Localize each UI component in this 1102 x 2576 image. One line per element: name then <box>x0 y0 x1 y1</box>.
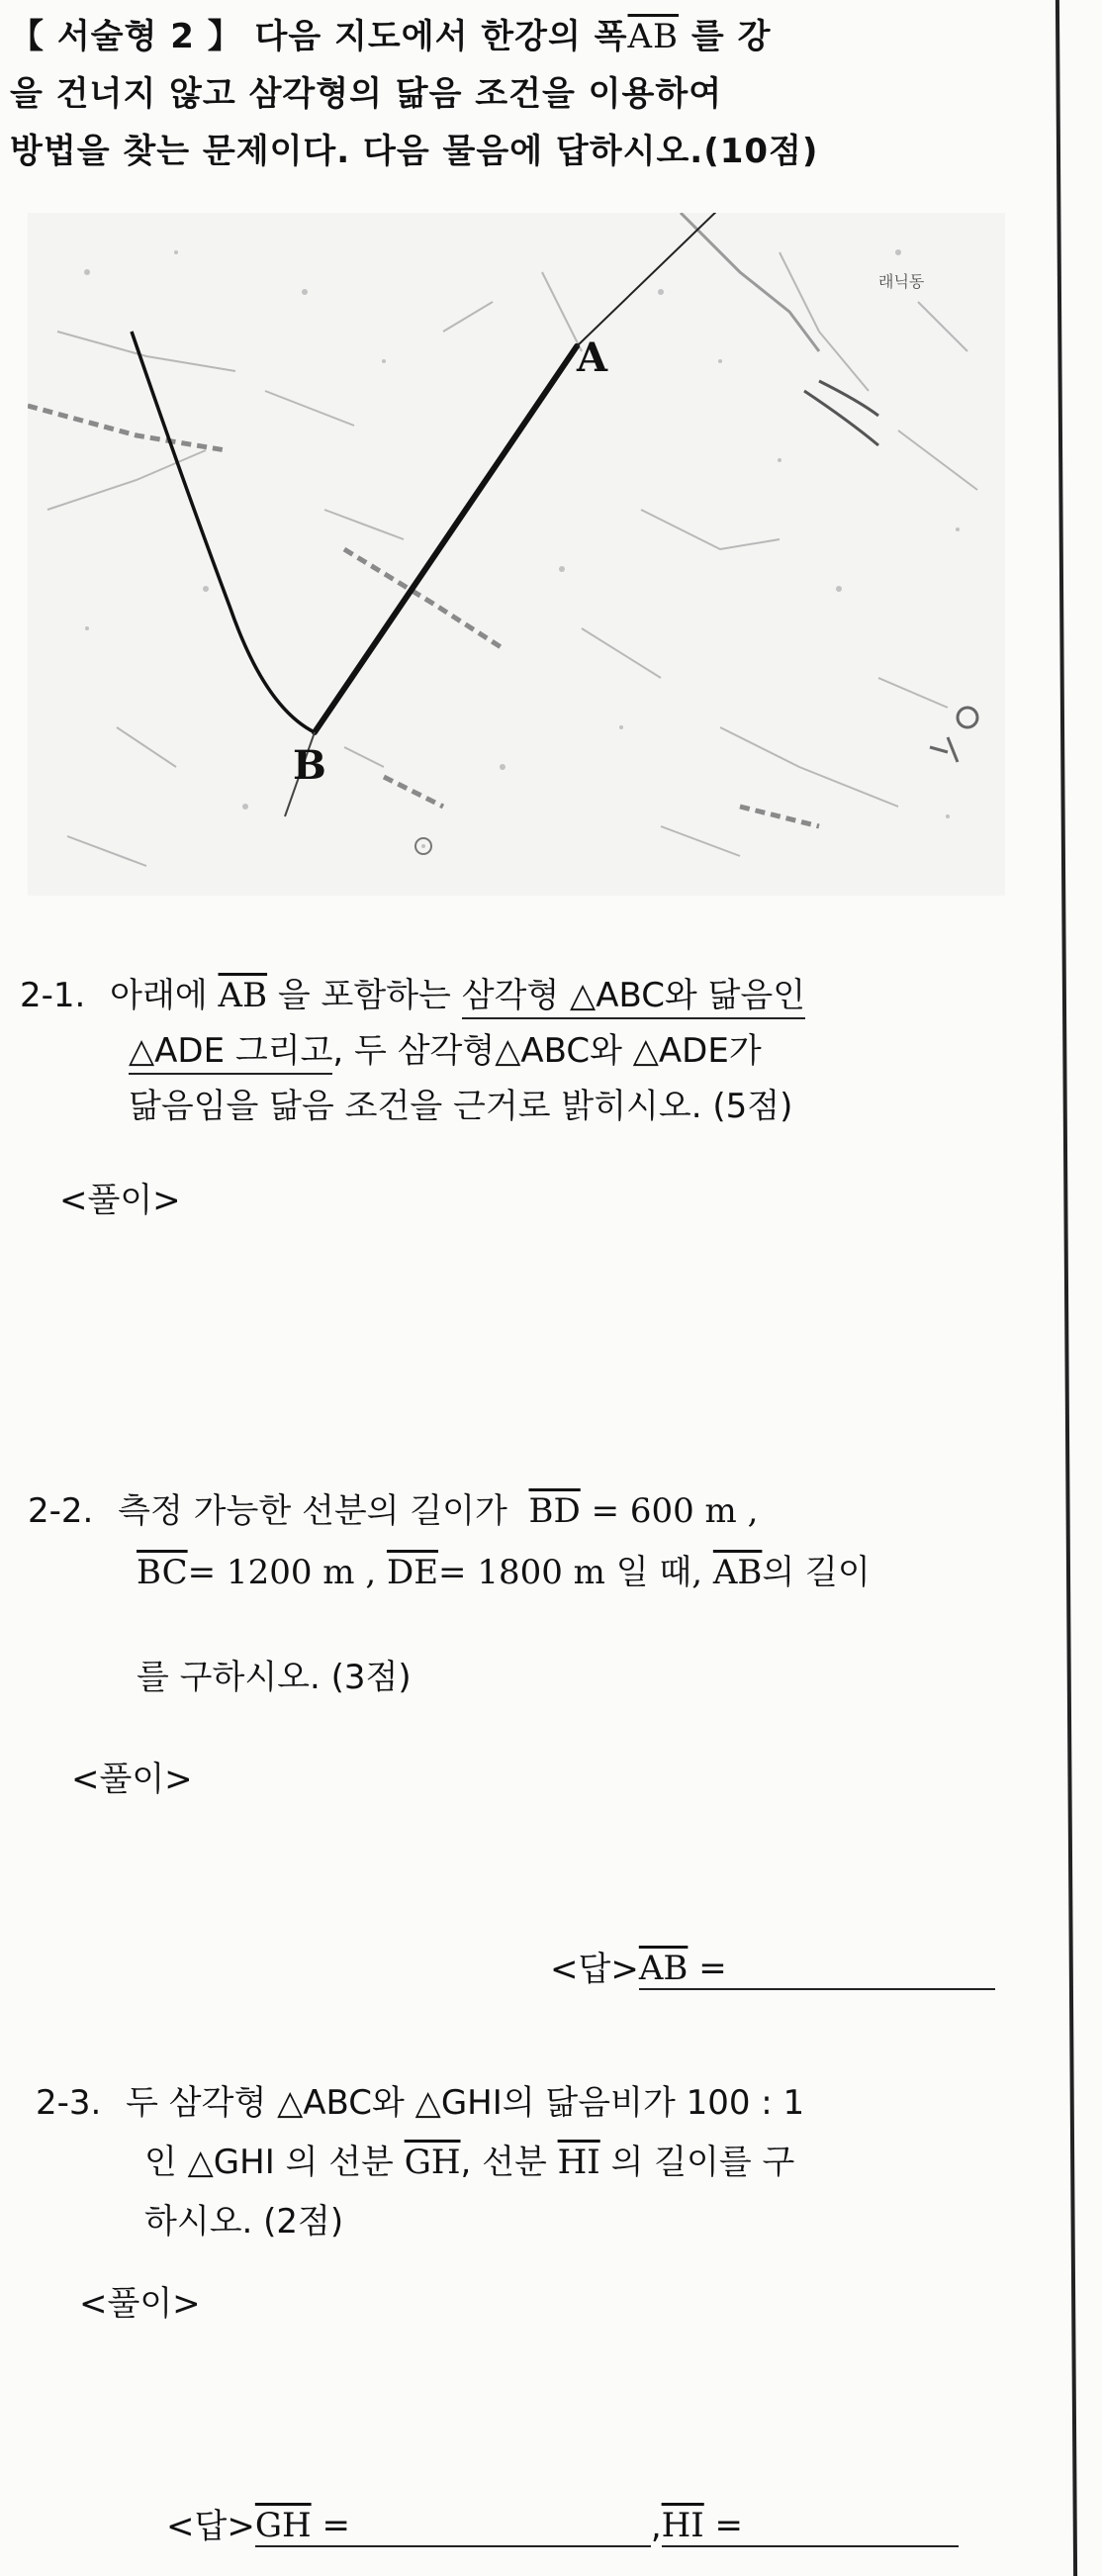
q3-text-line1: 두 삼각형 △ABC와 △GHI의 닮음비가 100 : 1 <box>126 2083 805 2123</box>
q1-text-mid: 을 포함하는 <box>277 976 451 1015</box>
header-line-1 <box>10 8 1039 65</box>
q3-line-2 <box>36 2133 804 2192</box>
q3-text-mid: , 선분 <box>460 2143 547 2182</box>
q3-answer <box>166 2499 959 2547</box>
q1-underlined-1: 삼각형 △ABC와 닮음인 <box>462 976 805 1019</box>
q3-line-1 <box>36 2073 804 2133</box>
q1-text-pre: 아래에 <box>110 976 208 1015</box>
q2-answer-blank[interactable] <box>639 1949 995 1990</box>
q2-line-3: 를 구하시오. (3점) <box>137 1658 412 1697</box>
q2-line-2 <box>28 1542 871 1603</box>
q2-text-pre: 측정 가능한 선분의 길이가 <box>118 1491 507 1531</box>
q3-text-pre: 인 △GHI 의 선분 <box>144 2143 394 2182</box>
q3-solution-label: <풀이> <box>79 2284 201 2324</box>
q1-line-1 <box>20 968 805 1023</box>
q2-answer-label: <답> <box>550 1950 639 1989</box>
question-2-3 <box>36 2073 804 2251</box>
q3-answer-label: <답> <box>166 2507 255 2546</box>
q3-answer-sep: , <box>650 2507 662 2546</box>
segment-hi: $\overline{HI}$ <box>557 2143 600 2182</box>
q3-answer-eq2: = <box>714 2506 744 2545</box>
q3-answer-eq1: = <box>321 2506 350 2545</box>
header-text-1-end: 를 강 <box>690 17 772 56</box>
q1-solution-label: <풀이> <box>59 1181 181 1220</box>
answer-segment-gh: $\overline{GH}$ <box>254 2506 312 2545</box>
header-line-2: 을 건너지 않고 삼각형의 닮음 조건을 이용하여 <box>10 74 723 114</box>
point-b-label: B <box>293 742 326 789</box>
q1-number: 2-1. <box>20 976 86 1015</box>
segment-gh: $\overline{GH}$ <box>404 2143 461 2182</box>
q2-line-1 <box>28 1480 871 1542</box>
value-de: = 1800 m 일 때, <box>438 1553 703 1592</box>
answer-segment-ab: $\overline{AB}$ <box>638 1949 689 1988</box>
q3-line-3: 하시오. (2점) <box>144 2202 344 2242</box>
answer-segment-hi: $\overline{HI}$ <box>661 2506 704 2545</box>
value-bc: = 1200 m , <box>187 1553 377 1592</box>
q3-number: 2-3. <box>36 2083 102 2123</box>
q2-solution-label: <풀이> <box>71 1760 193 1799</box>
segment-bc: $\overline{BC}$ <box>137 1553 188 1592</box>
problem-header <box>10 8 1039 180</box>
value-bd: = 600 m , <box>591 1491 759 1531</box>
q3-answer-blank-gh[interactable] <box>255 2506 651 2547</box>
q1-underlined-2: △ADE 그리고 <box>129 1031 332 1075</box>
q2-answer <box>550 1942 995 1990</box>
q1-line-2 <box>20 1023 805 1079</box>
place-label: 래닉동 <box>878 272 925 291</box>
question-2-2 <box>28 1480 871 1708</box>
segment-ab: $\overline{AB}$ <box>712 1553 763 1592</box>
map-background <box>28 213 1005 896</box>
q2-answer-eq: = <box>698 1949 727 1988</box>
segment-bd: $\overline{BD}$ <box>528 1491 581 1531</box>
segment-de: $\overline{DE}$ <box>386 1553 439 1592</box>
page-border <box>1056 0 1077 2576</box>
header-text-1: 【 서술형 2 】 다음 지도에서 한강의 폭 <box>10 17 628 56</box>
q1-line-3: 닮음임을 닮음 조건을 근거로 밝히시오. (5점) <box>129 1087 793 1126</box>
q3-answer-blank-hi[interactable] <box>662 2506 959 2547</box>
river-map <box>28 213 1005 896</box>
q1-text-line2: , 두 삼각형△ABC와 △ADE가 <box>332 1031 762 1071</box>
segment-ab: $\overline{AB}$ <box>218 976 268 1015</box>
question-2-1 <box>20 968 805 1134</box>
point-a-label: A <box>577 334 608 381</box>
q3-text-end: 의 길이를 구 <box>610 2143 795 2182</box>
segment-ab: $\overline{AB}$ <box>627 17 680 56</box>
q2-text-line2-end: 의 길이 <box>762 1553 871 1592</box>
header-line-3: 방법을 찾는 문제이다. 다음 물음에 답하시오.(10점) <box>10 132 819 171</box>
q2-number: 2-2. <box>28 1491 94 1531</box>
